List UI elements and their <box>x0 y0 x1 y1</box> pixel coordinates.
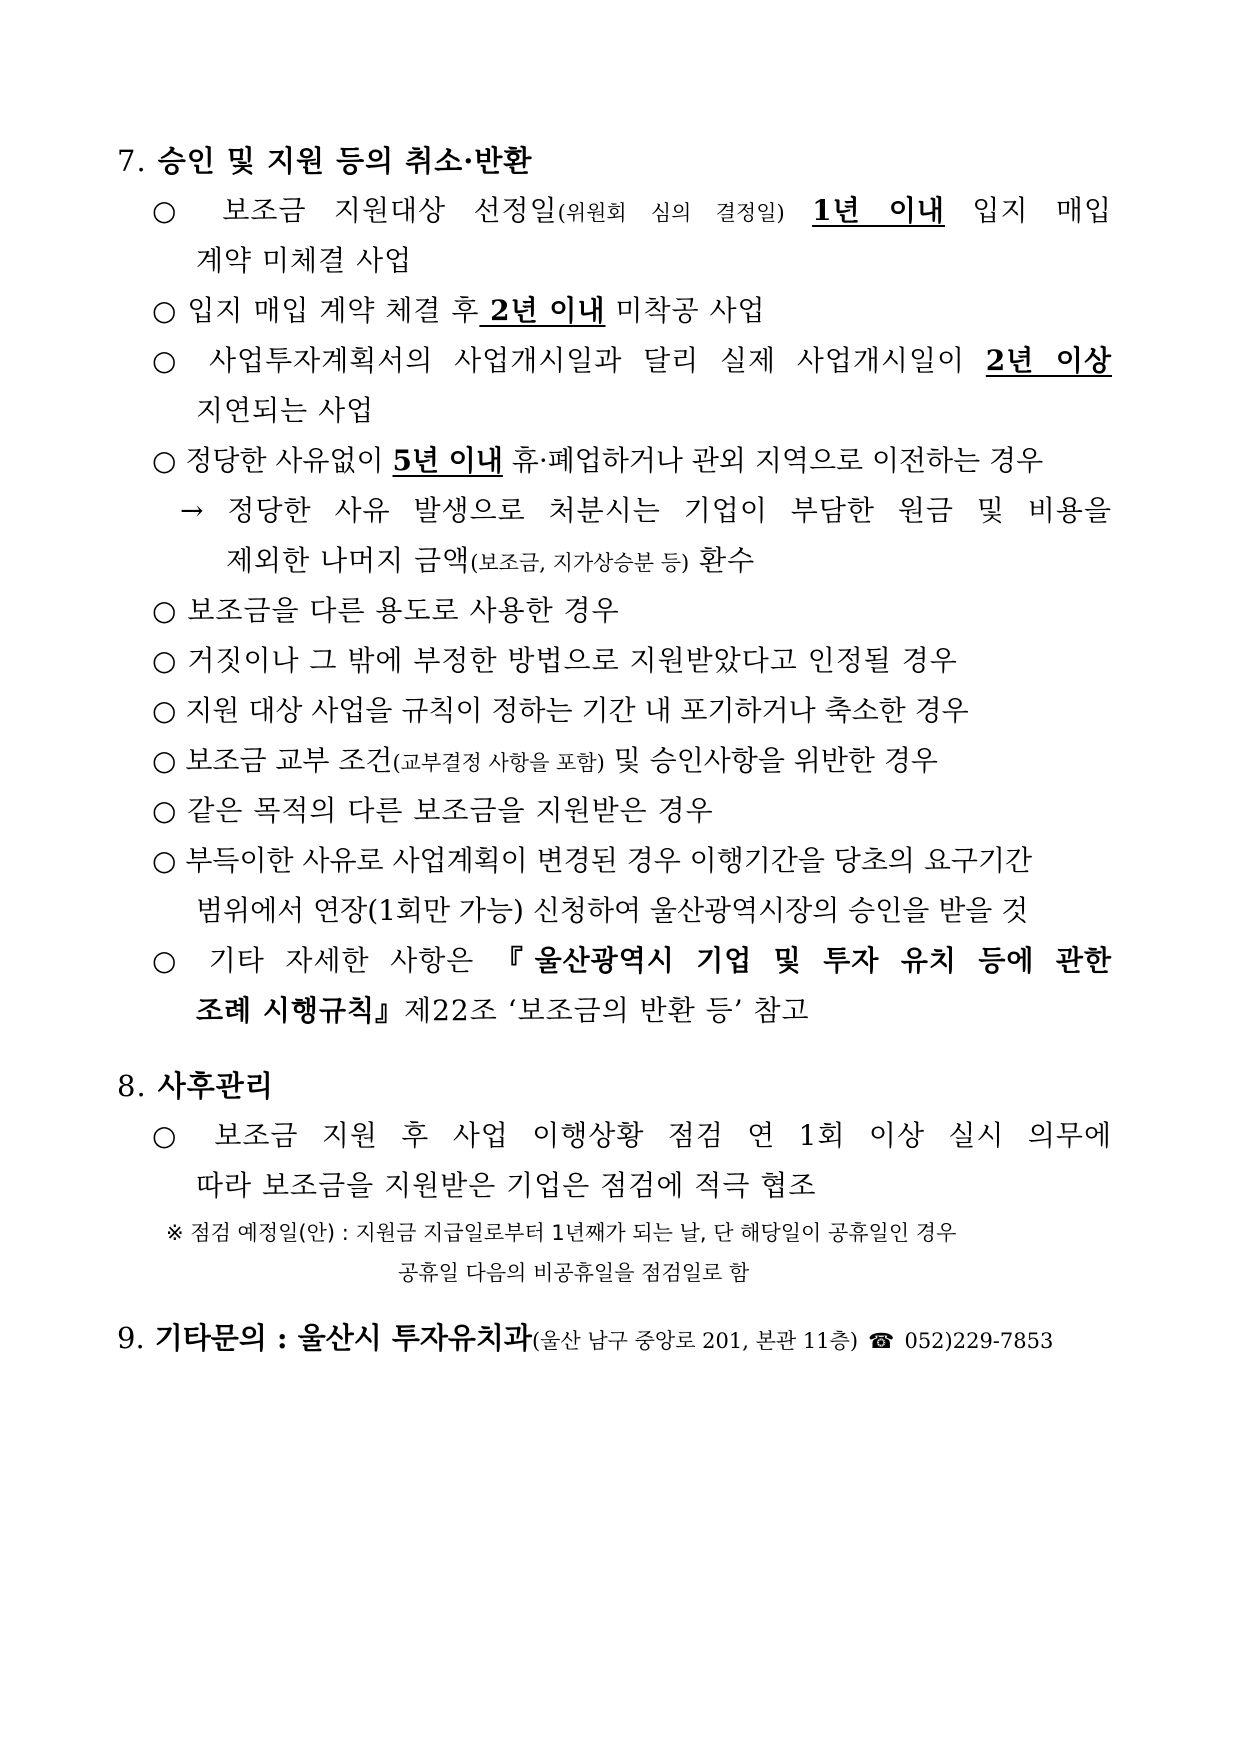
section-8-note-cont: 공휴일 다음의 비공휴일을 점검일로 함 <box>398 1261 750 1285</box>
bullet-icon: ○ <box>152 1119 191 1152</box>
section-7-arrow-note: → 정당한 사유 발생으로 처분시는 기업이 부담한 원금 및 비용을 <box>180 494 1113 527</box>
section-7-item-3-cont: 지연되는 사업 <box>196 394 375 427</box>
phone-icon: ☎ <box>868 1329 895 1353</box>
section-8-item-1-cont: 따라 보조금을 지원받은 기업은 점검에 적극 협조 <box>196 1169 817 1202</box>
section-7-item-5: ○ 보조금을 다른 용도로 사용한 경우 <box>152 594 620 627</box>
section-7-item-9: ○ 같은 목적의 다른 보조금을 지원받은 경우 <box>152 794 714 827</box>
section-7-item-10-cont: 범위에서 연장(1회만 가능) 신청하여 울산광역시장의 승인을 받을 것 <box>196 894 1029 927</box>
section-7-item-11-cont: 조례 시행규칙』제22조 ‘보조금의 반환 등’ 참고 <box>196 994 810 1027</box>
bullet-icon: ○ <box>152 744 177 777</box>
section-7-item-3: ○ 사업투자계획서의 사업개시일과 달리 실제 사업개시일이 2년 이상 <box>152 344 1112 377</box>
bullet-icon: ○ <box>152 344 189 377</box>
section-7-item-7: ○ 지원 대상 사업을 규칙이 정하는 기간 내 포기하거나 축소한 경우 <box>152 694 969 727</box>
section-7-item-8: ○ 보조금 교부 조건(교부결정 사항을 포함) 및 승인사항을 위반한 경우 <box>152 744 938 777</box>
bullet-icon: ○ <box>152 694 177 727</box>
section-8-note: ※ 점검 예정일(안) : 지원금 지급일로부터 1년째가 되는 날, 단 해당일이 공휴일인 경우 <box>166 1221 957 1245</box>
phone-number: 052)229-7853 <box>904 1329 1054 1353</box>
arrow-icon: → <box>180 494 205 527</box>
section-8-item-1: ○ 보조금 지원 후 사업 이행상황 점검 연 1회 이상 실시 의무에 <box>152 1119 1113 1152</box>
section-7-item-1: ○ 보조금 지원대상 선정일(위원회 심의 결정일) 1년 이내 입지 매입 <box>152 194 1112 227</box>
bullet-icon: ○ <box>152 794 178 827</box>
bullet-icon: ○ <box>152 644 178 677</box>
section-9-heading: 9. 기타문의 : 울산시 투자유치과(울산 남구 중앙로 201, 본관 11층) ☎ 052)229-7853 <box>117 1321 1054 1355</box>
section-7-item-1-cont: 계약 미체결 사업 <box>196 244 413 277</box>
section-7-item-10: ○ 부득이한 사유로 사업계획이 변경된 경우 이행기간을 당초의 요구기간 <box>152 844 1033 877</box>
bullet-icon: ○ <box>152 194 195 227</box>
bullet-icon: ○ <box>152 444 177 477</box>
section-7-item-6: ○ 거짓이나 그 밖에 부정한 방법으로 지원받았다고 인정될 경우 <box>152 644 958 677</box>
bullet-icon: ○ <box>152 844 177 877</box>
section-7-item-4: ○ 정당한 사유없이 5년 이내 휴·폐업하거나 관외 지역으로 이전하는 경우 <box>152 444 1044 477</box>
section-7-arrow-note-cont: 제외한 나머지 금액(보조금, 지가상승분 등) 환수 <box>226 544 756 577</box>
section-7-item-2: ○ 입지 매입 계약 체결 후 2년 이내 미착공 사업 <box>152 294 766 327</box>
bullet-icon: ○ <box>152 594 178 627</box>
bullet-icon: ○ <box>152 944 189 977</box>
section-7-heading: 7. 승인 및 지원 등의 취소·반환 <box>117 144 533 178</box>
section-7-item-11: ○ 기타 자세한 사항은 『울산광역시 기업 및 투자 유치 등에 관한 <box>152 944 1112 977</box>
section-8-heading: 8. 사후관리 <box>117 1069 274 1103</box>
bullet-icon: ○ <box>152 294 178 327</box>
reference-mark-icon: ※ <box>166 1221 184 1245</box>
